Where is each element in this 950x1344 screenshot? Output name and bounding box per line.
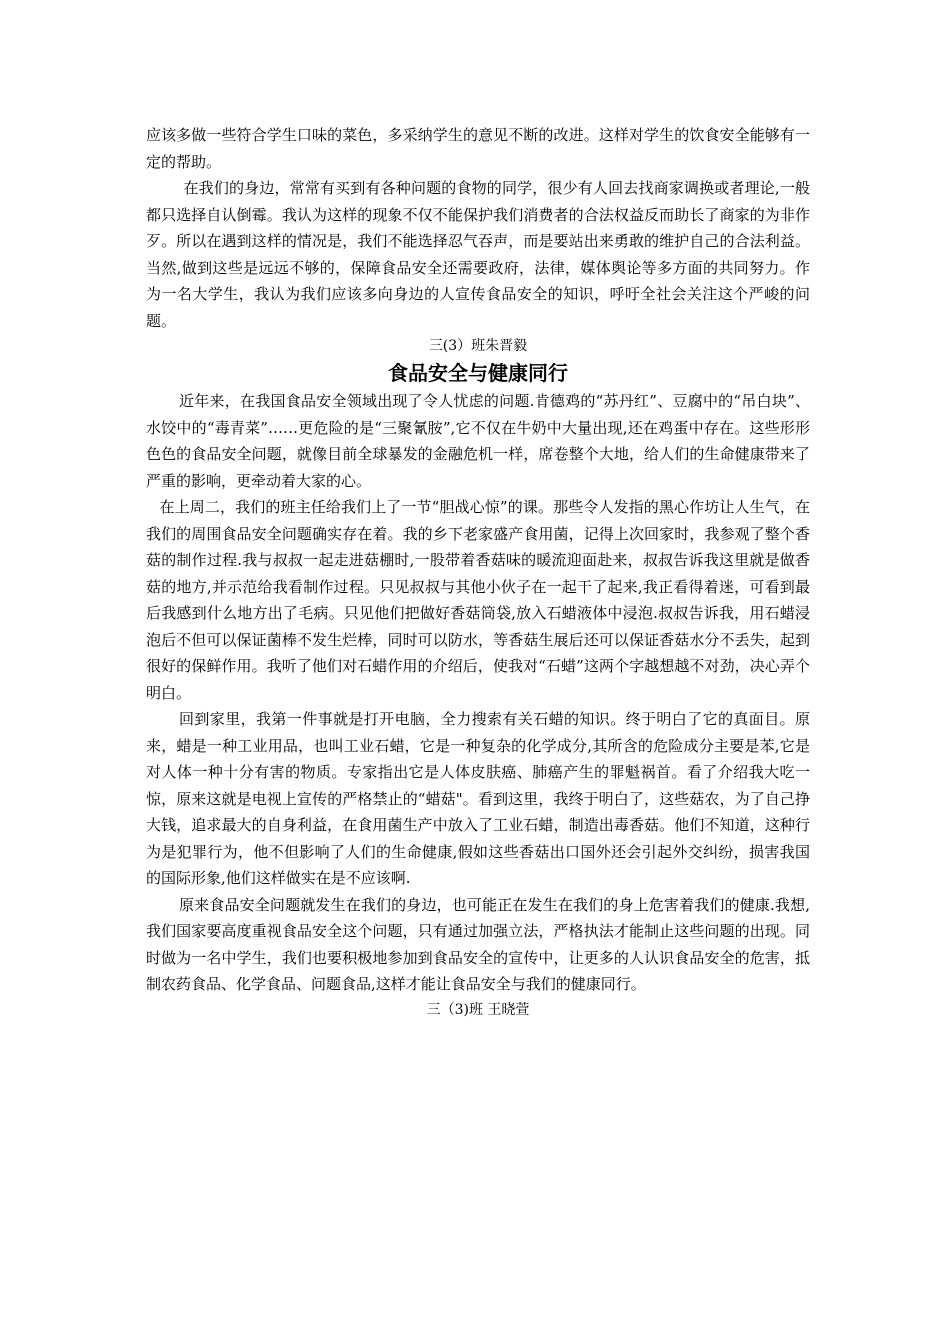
paragraph: 在上周二，我们的班主任给我们上了一节“胆战心惊”的课。那些令人发指的黑心作坊让人生气，在我们的周围食品安全问题确实存在着。我的乡下老家盛产食用菌，记得上次回家时，我参观了整个香菇的制作过程.我与叔叔一起走进菇棚时,一股带着香菇味的暖流迎面赴来，叔叔告诉我这里就是做香菇的地方,并示范给我看制作过程。只见叔叔与其他小伙子在一起干了起来,我正看得着迷，可看到最后我感到什么地方出了毛病。只见他们把做好香菇筒袋,放入石蜡液体中浸泡.叔叔告诉我，用石蜡浸泡后不但可以保证菌棒不发生烂棒，同时可以防水，等香菇生展后还可以保证香菇水分不丢失，起到很好的保鲜作用。我听了他们对石蜡作用的介绍后，使我对“石蜡”这两个字越想越不对劲，决心弄个明白。 — [146, 498, 810, 702]
author-signature: 三（3)班 王晓萱 — [426, 1001, 530, 1018]
paragraph: 近年来，在我国食品安全领域出现了令人忧虑的问题.肯德鸡的“苏丹红”、豆腐中的“吊白块”、水饺中的“毒青菜”……更危险的是“三聚氰胺”,它不仅在牛奶中大量出现,还在鸡蛋中存在。这些形形色色的食品安全问题，就像目前全球暴发的金融危机一样，席卷整个大地，给人们的生命健康带来了严重的影响，更牵动着大家的心。 — [146, 392, 810, 490]
article-title: 食品安全与健康同行 — [388, 361, 568, 385]
paragraph: 回到家里，我第一件事就是打开电脑，全力搜索有关石蜡的知识。终于明白了它的真面目。原来，蜡是一种工业用品，也叫工业石蜡，它是一种复杂的化学成分,其所含的危险成分主要是苯,它是对人体一种十分有害的物质。专家指出它是人体皮肤癌、肺癌产生的罪魁祸首。看了介绍我大吃一惊，原来这就是电视上宣传的严格禁止的“蜡菇"。看到这里，我终于明白了，这些菇农，为了自己挣大钱，追求最大的自身利益，在食用菌生产中放入了工业石蜡，制造出毒香菇。他们不知道，这种行为是犯罪行为，他不但影响了人们的生命健康,假如这些香菇出口国外还会引起外交纠纷，损害我国的国际形象,他们这样做实在是不应该啊. — [146, 710, 810, 887]
document-page — [146, 122, 810, 1022]
paragraph: 原来食品安全问题就发生在我们的身边，也可能正在发生在我们的身上危害着我们的健康.我想,我们国家要高度重视食品安全这个问题，只有通过加强立法，严格执法才能制止这些问题的出现。同时做为一名中学生，我们也要积极地参加到食品安全的宣传中，让更多的人认识食品安全的危害，抵制农药食品、化学食品、问题食品,这样才能让食品安全与我们的健康同行。 — [146, 895, 810, 993]
paragraph: 应该多做一些符合学生口味的菜色，多采纳学生的意见不断的改进。这样对学生的饮食安全能够有一定的帮助。 — [146, 126, 810, 171]
paragraph: 在我们的身边，常常有买到有各种问题的食物的同学，很少有人回去找商家调换或者理论,一般都只选择自认倒霉。我认为这样的现象不仅不能保护我们消费者的合法权益反而助长了商家的为非作歹。所以在遇到这样的情况是，我们不能选择忍气吞声，而是要站出来勇敢的维护自己的合法利益。 当然,做到这些是远远不够的，保障食品安全还需要政府，法律，媒体舆论等多方面的共同努力。作为一名大学生，我认为我们应该多向身边的人宣传食品安全的知识，呼吁全社会关注这个严峻的问题。 — [146, 179, 810, 330]
author-signature: 三(3）班朱晋毅 — [428, 338, 528, 354]
